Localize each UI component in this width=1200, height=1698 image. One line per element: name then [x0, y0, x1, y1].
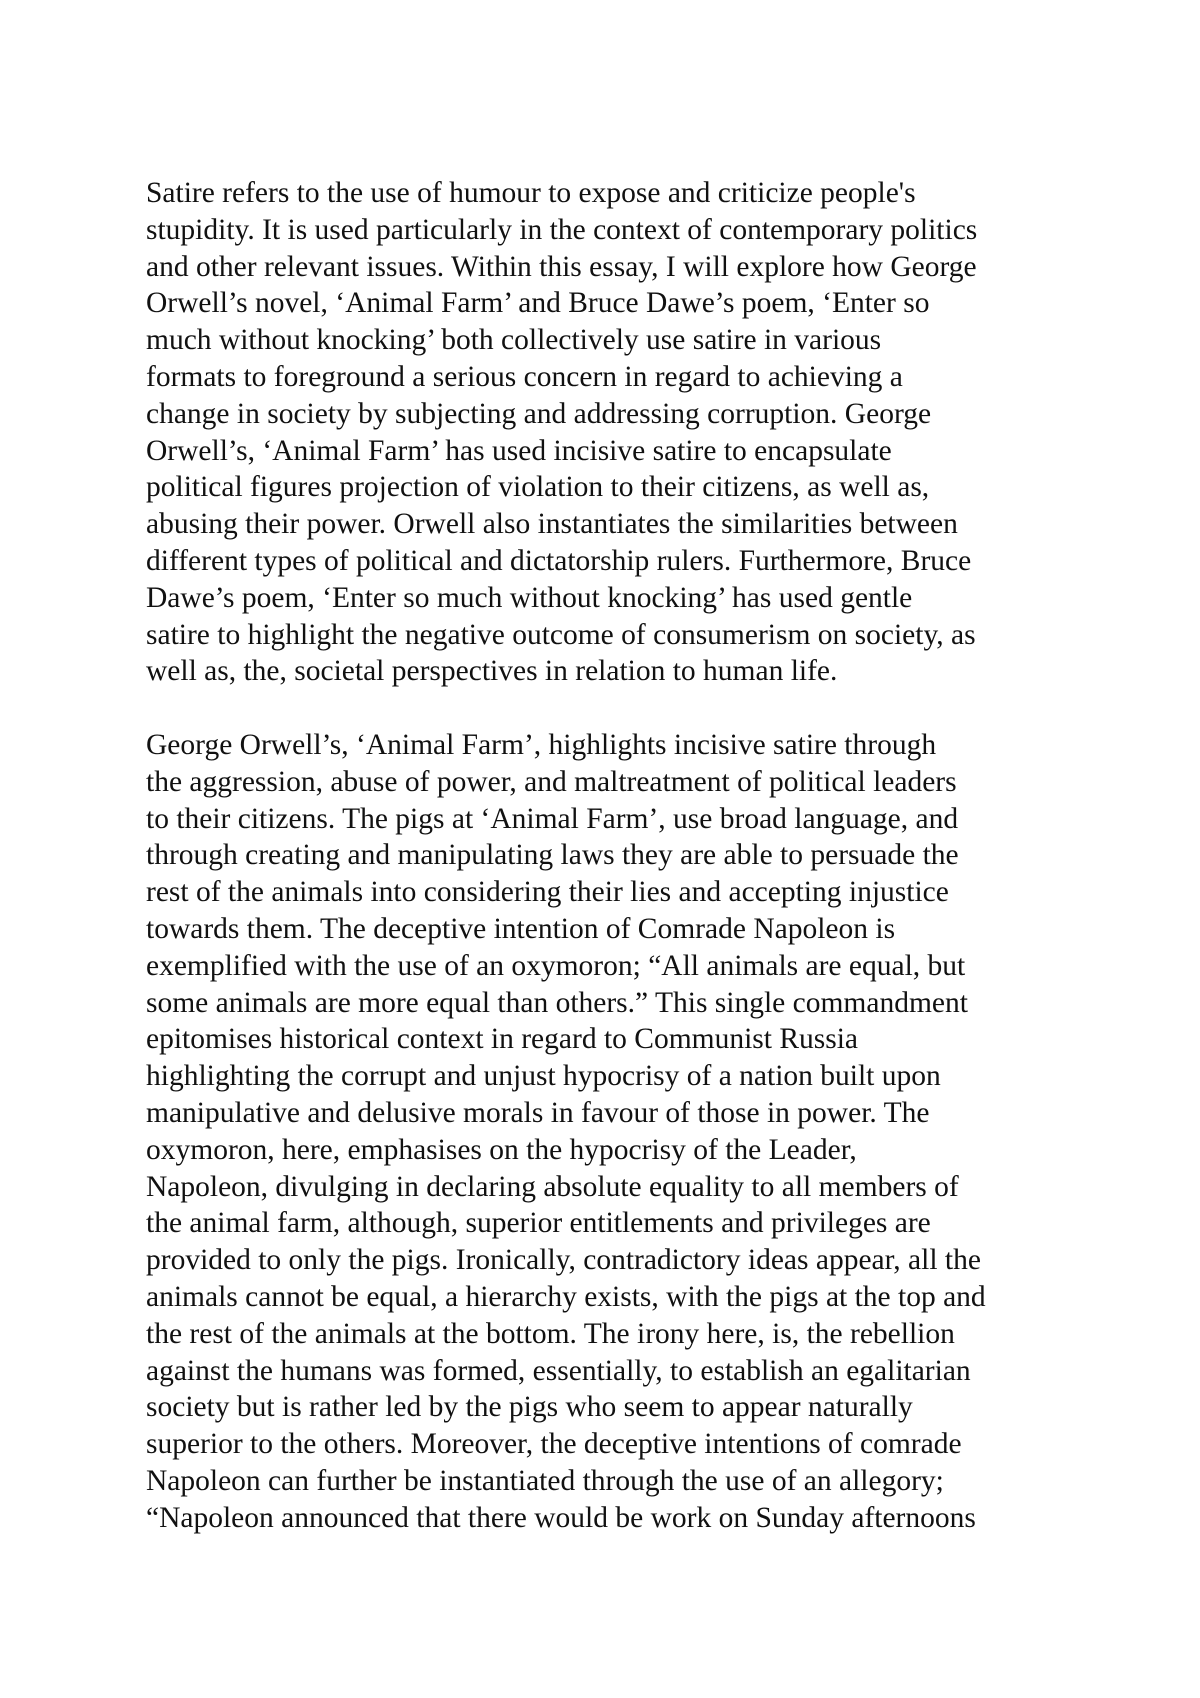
text-line: well as, the, societal perspectives in relation to human life. [146, 655, 838, 688]
text-line: provided to only the pigs. Ironically, contradictory ideas appear, all the [146, 1244, 981, 1277]
text-line: highlighting the corrupt and unjust hypocrisy of a nation built upon [146, 1060, 941, 1093]
text-line: political figures projection of violation to their citizens, as well as, [146, 471, 930, 504]
text-line: Napoleon, divulging in declaring absolute equality to all members of [146, 1170, 959, 1203]
text-line: and other relevant issues. Within this essay, I will explore how George [146, 250, 977, 283]
text-line: Napoleon can further be instantiated through the use of an allegory; [146, 1464, 944, 1497]
text-line: stupidity. It is used particularly in the context of contemporary politics [146, 213, 978, 246]
text-line: oxymoron, here, emphasises on the hypocrisy of the Leader, [146, 1133, 857, 1166]
text-line: “Napoleon announced that there would be work on Sunday afternoons [146, 1501, 976, 1534]
text-line: epitomises historical context in regard to Communist Russia [146, 1023, 859, 1056]
text-line: to their citizens. The pigs at ‘Animal Farm’, use broad language, and [146, 802, 959, 835]
text-line: society but is rather led by the pigs who seem to appear naturally [146, 1391, 913, 1424]
text-line: Orwell’s, ‘Animal Farm’ has used incisive satire to encapsulate [146, 434, 892, 467]
text-line: rest of the animals into considering their lies and accepting injustice [146, 876, 949, 909]
paragraph-animal-farm [146, 727, 1106, 1537]
text-line: exemplified with the use of an oxymoron; “All animals are equal, but [146, 949, 966, 982]
text-line: much without knocking’ both collectively use satire in various [146, 324, 882, 357]
text-line: Orwell’s novel, ‘Animal Farm’ and Bruce Dawe’s poem, ‘Enter so [146, 287, 930, 320]
paragraph-intro [146, 175, 1106, 690]
text-line: the rest of the animals at the bottom. The irony here, is, the rebellion [146, 1317, 955, 1350]
text-line: the aggression, abuse of power, and maltreatment of political leaders [146, 765, 957, 798]
text-line: change in society by subjecting and addressing corruption. George [146, 397, 932, 430]
text-line: abusing their power. Orwell also instantiates the similarities between [146, 508, 958, 541]
text-line: through creating and manipulating laws they are able to persuade the [146, 839, 959, 872]
text-line: Dawe’s poem, ‘Enter so much without knocking’ has used gentle [146, 581, 913, 614]
text-line: animals cannot be equal, a hierarchy exists, with the pigs at the top and [146, 1280, 986, 1313]
text-line: the animal farm, although, superior entitlements and privileges are [146, 1207, 931, 1240]
text-line: formats to foreground a serious concern in regard to achieving a [146, 360, 903, 393]
text-line: Satire refers to the use of humour to expose and criticize people's [146, 177, 916, 209]
text-line: satire to highlight the negative outcome of consumerism on society, as [146, 618, 976, 651]
essay-body [146, 175, 1106, 1536]
text-line: different types of political and dictatorship rulers. Furthermore, Bruce [146, 544, 972, 577]
text-line: superior to the others. Moreover, the deceptive intentions of comrade [146, 1428, 962, 1461]
text-line: George Orwell’s, ‘Animal Farm’, highlights incisive satire through [146, 728, 937, 761]
text-line: manipulative and delusive morals in favour of those in power. The [146, 1096, 930, 1129]
text-line: towards them. The deceptive intention of Comrade Napoleon is [146, 912, 896, 945]
text-line: against the humans was formed, essentially, to establish an egalitarian [146, 1354, 971, 1387]
text-line: some animals are more equal than others.” This single commandment [146, 986, 968, 1019]
